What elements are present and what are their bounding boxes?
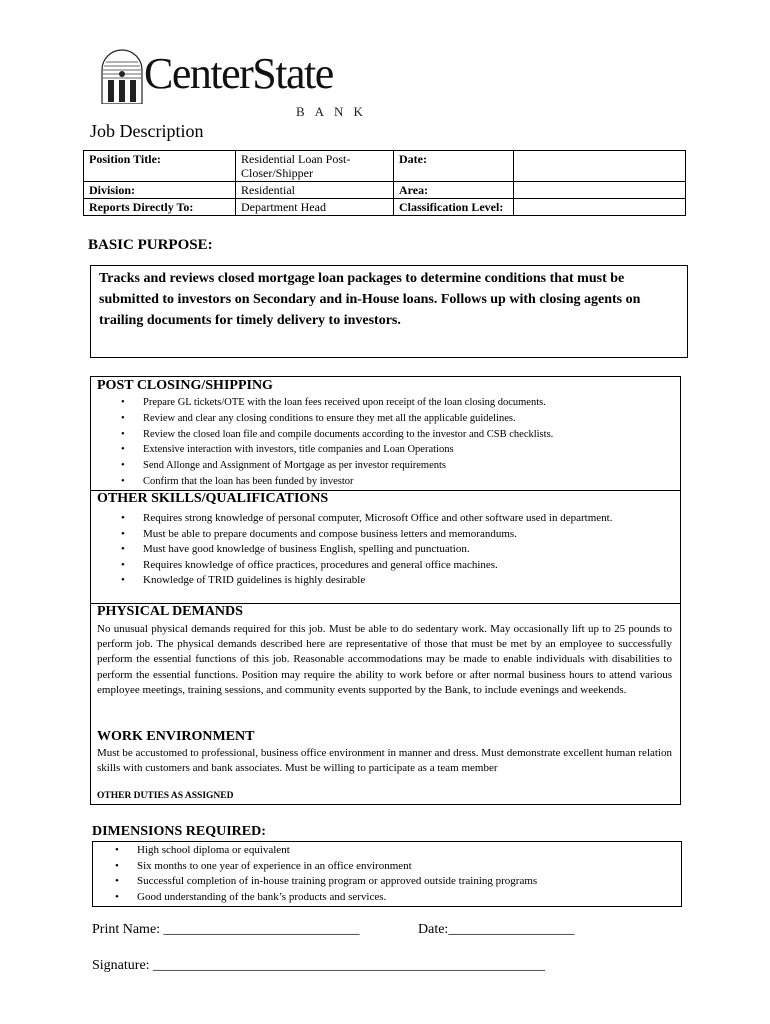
skills-list (143, 511, 673, 589)
classification-value (514, 199, 686, 216)
list-item: • Requires strong knowledge of personal computer, Microsoft Office and other software used in department. (143, 511, 673, 527)
list-item: • Review and clear any closing conditions to ensure they met all the applicable guidelines. (143, 411, 673, 427)
responsibilities-box (90, 376, 681, 805)
list-item: • Good understanding of the bank’s products and services. (137, 890, 667, 906)
print-name-field[interactable]: Print Name: ____________________________ (92, 922, 360, 937)
area-value (514, 182, 686, 199)
post-closing-heading: POST CLOSING/SHIPPING (97, 378, 273, 393)
list-item: • Successful completion of in-house training program or approved outside training programs (137, 874, 667, 890)
position-title-label: Position Title: (84, 151, 236, 182)
division-label: Division: (84, 182, 236, 199)
list-item: • Requires knowledge of office practices, procedures and general office machines. (143, 558, 673, 574)
signature-field[interactable]: Signature: ________________________________________________________ (92, 958, 546, 973)
list-item: • Send Allonge and Assignment of Mortgage as per investor requirements (143, 458, 673, 474)
skills-heading: OTHER SKILLS/QUALIFICATIONS (97, 491, 329, 506)
division-value: Residential (236, 182, 394, 199)
list-item: • Extensive interaction with investors, title companies and Loan Operations (143, 442, 673, 458)
basic-purpose-box (90, 265, 688, 358)
list-item: • Six months to one year of experience in an office environment (137, 859, 667, 875)
list-item: • High school diploma or equivalent (137, 843, 667, 859)
list-item: • Confirm that the loan has been funded by investor (143, 474, 673, 490)
physical-demands-text: No unusual physical demands required for this job. Must be able to do sedentary work. May occasionally lift up to 25 pounds to perform job. The physical demands described here are representative of those that must be met by an employee to successfully perform the essential functions of this job. Reasonable accommodations may be made to enable individuals with disabilities to perform the essential functions. Position may require the ability to work before or after normal business hours to attend various employee meetings, training sessions, and community events supported by the Bank, to include evenings and weekends. (97, 623, 672, 696)
bank-building-icon (100, 48, 144, 104)
basic-purpose-heading: BASIC PURPOSE: (88, 237, 213, 253)
area-label: Area: (394, 182, 514, 199)
basic-purpose-text: Tracks and reviews closed mortgage loan packages to determine conditions that must be submitted to investors on Secondary and in-House loans. Follows up with closing agents on trailing documents for timely delivery to investors. (99, 271, 641, 328)
post-closing-list (143, 395, 673, 490)
logo-subtext: BANK (296, 104, 373, 119)
physical-demands-heading: PHYSICAL DEMANDS (97, 604, 243, 619)
job-header-table (83, 150, 686, 216)
date-field[interactable]: Date:__________________ (418, 922, 575, 937)
document-title: Job Description (90, 121, 204, 141)
dimensions-list (137, 843, 667, 905)
work-environment-text: Must be accustomed to professional, business office environment in manner and dress. Must demonstrate excellent human relation skills with customers and bank associates. Must be willing to participate as a team member (97, 747, 672, 775)
list-item: • Must have good knowledge of business English, spelling and punctuation. (143, 542, 673, 558)
centerstate-logo (100, 44, 380, 128)
list-item: • Must be able to prepare documents and compose business letters and memorandums. (143, 527, 673, 543)
other-duties-text: OTHER DUTIES AS ASSIGNED (97, 791, 234, 801)
list-item: • Knowledge of TRID guidelines is highly desirable (143, 573, 673, 589)
dimensions-heading: DIMENSIONS REQUIRED: (92, 824, 266, 839)
reports-to-value: Department Head (236, 199, 394, 216)
reports-to-label: Reports Directly To: (84, 199, 236, 216)
position-title-value: Residential Loan Post-Closer/Shipper (236, 151, 394, 182)
list-item: • Review the closed loan file and compile documents according to the investor and CSB checklists. (143, 427, 673, 443)
logo-wordmark: CenterState (144, 49, 333, 98)
work-environment-heading: WORK ENVIRONMENT (97, 729, 255, 744)
date-label: Date: (394, 151, 514, 182)
classification-label: Classification Level: (394, 199, 514, 216)
dimensions-box (92, 841, 682, 907)
list-item: • Prepare GL tickets/OTE with the loan fees received upon receipt of the loan closing documents. (143, 395, 673, 411)
date-value (514, 151, 686, 182)
